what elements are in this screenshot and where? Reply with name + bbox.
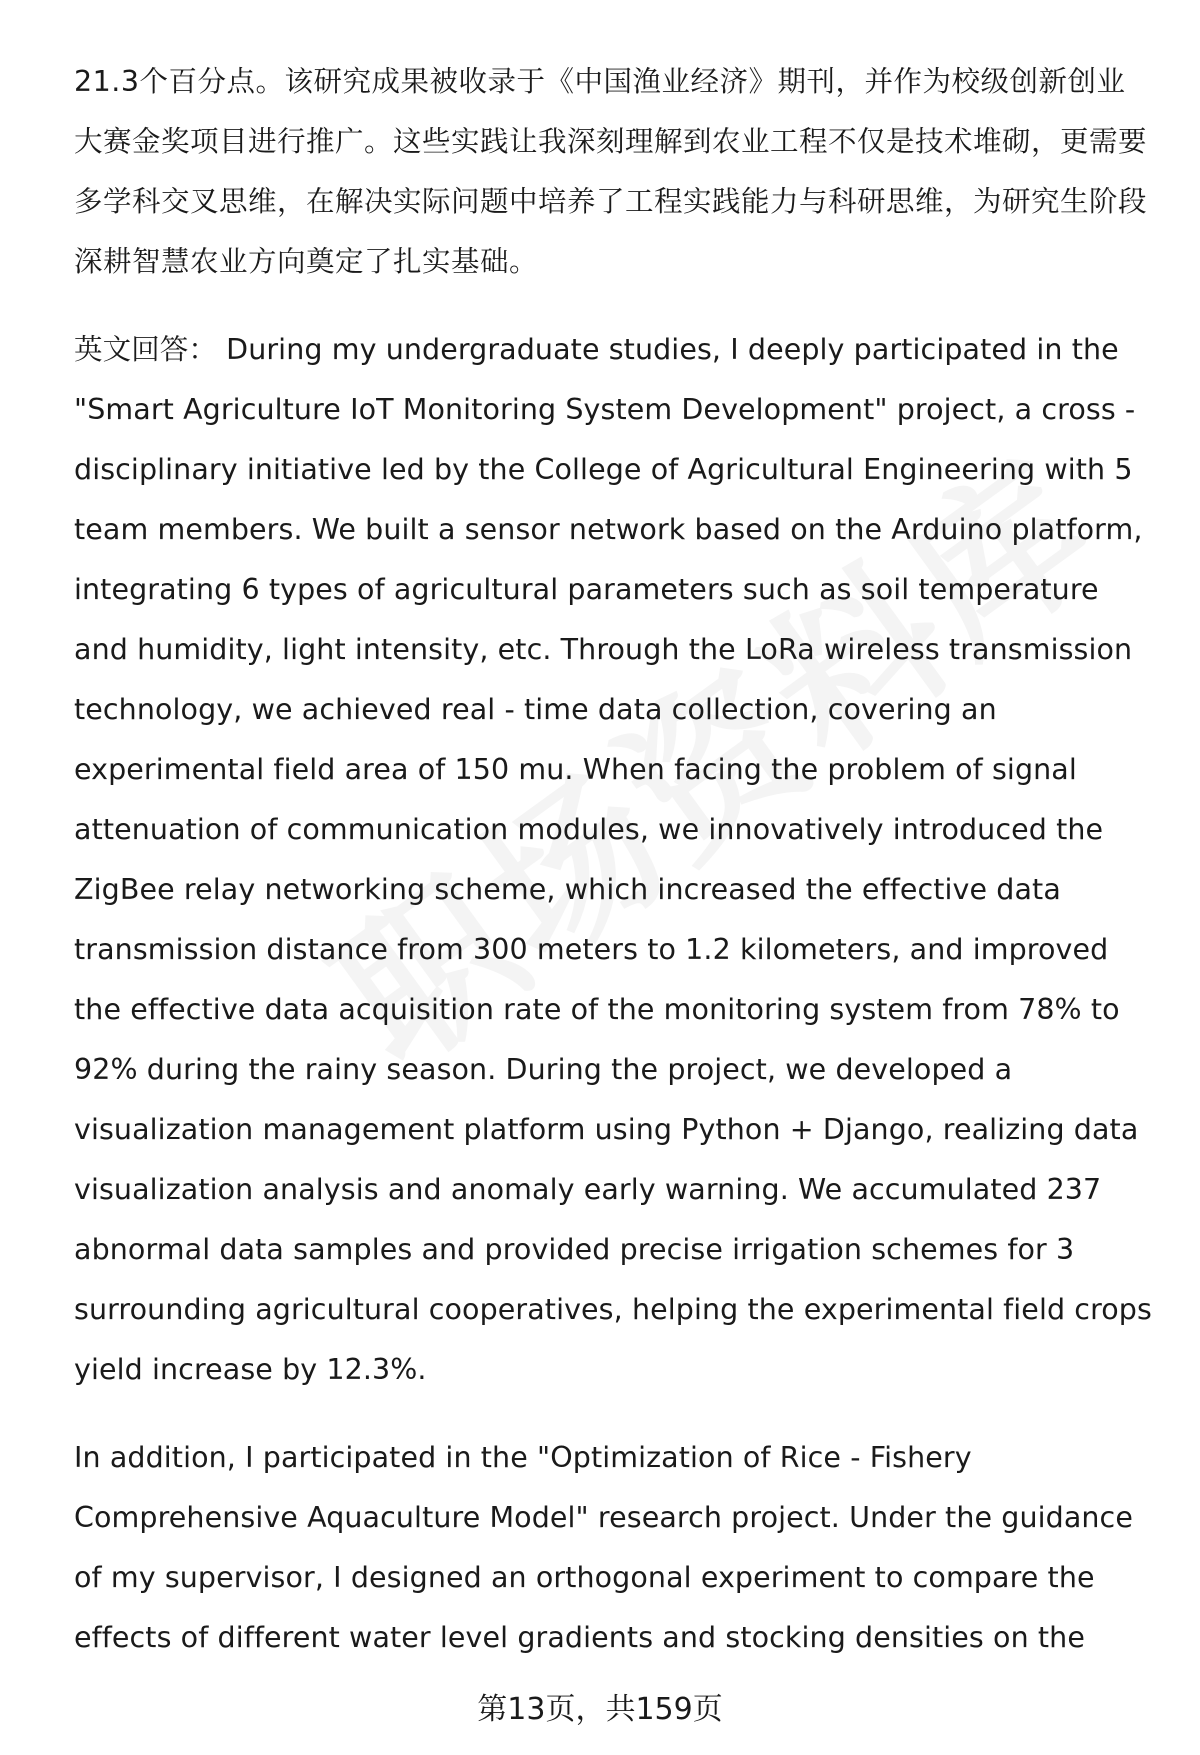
paragraph-zh-conclusion: 21.3个百分点。该研究成果被收录于《中国渔业经济》期刊，并作为校级创新创业大赛金奖项目进行推广。这些实践让我深刻理解到农业工程不仅是技术堆砌，更需要多学科交叉思维，在解决实际问题中培养了工程实践能力与科研思维，为研究生阶段深耕智慧农业方向奠定了扎实基础。	[74, 65, 1148, 278]
document-body	[74, 52, 1154, 1668]
paragraph-english-addition: In addition, I participated in the "Optimization of Rice - Fishery Comprehensive Aquaculture Model" research project. Under the guidance of my supervisor, I designed an orthogonal experiment to compare the effects of different water level gradients and stocking densities on the	[74, 1441, 1133, 1654]
paragraph-english-answer: 英文回答： During my undergraduate studies, I deeply participated in the "Smart Agriculture IoT Monitoring System Development" project, a cross - disciplinary initiative led by the College of Agricultural Engineering with 5 team members. We built a sensor network based on the Arduino platform, integrating 6 types of agricultural parameters such as soil temperature and humidity, light intensity, etc. Through the LoRa wireless transmission technology, we achieved real - time data collection, covering an experimental field area of 150 mu. When facing the problem of signal attenuation of communication modules, we innovatively introduced the ZigBee relay networking scheme, which increased the effective data transmission distance from 300 meters to 1.2 kilometers, and improved the effective data acquisition rate of the monitoring system from 78% to 92% during the rainy season. During the project, we developed a visualization management platform using Python + Django, realizing data visualization analysis and anomaly early warning. We accumulated 237 abnormal data samples and provided precise irrigation schemes for 3 surrounding agricultural cooperatives, helping the experimental field crops yield increase by 12.3%.	[74, 333, 1152, 1386]
page-number-footer: 第13页，共159页	[477, 1692, 723, 1727]
